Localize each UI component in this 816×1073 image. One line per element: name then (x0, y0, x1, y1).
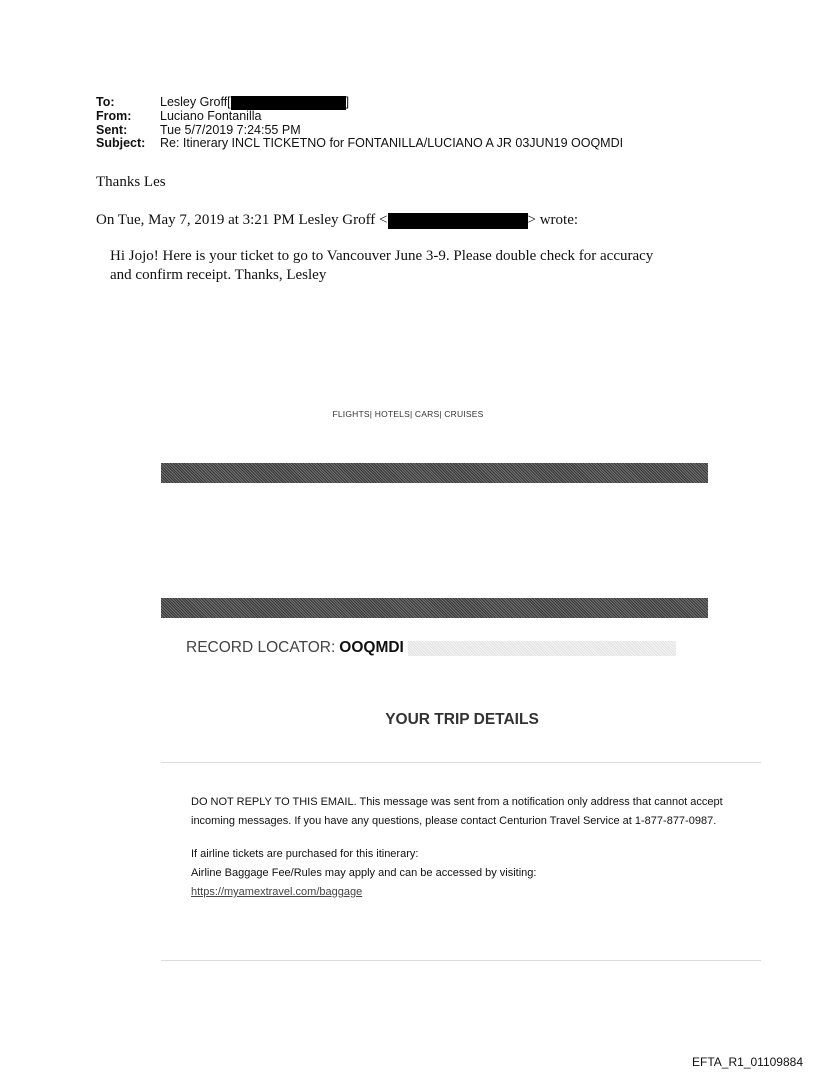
trip-details-heading: YOUR TRIP DETAILS (385, 711, 539, 728)
notice-text: DO NOT REPLY TO THIS EMAIL. This message was sent from a notification only address that cannot accept incoming messages. If you have any questions, please contact Centurion Travel Service at 1-877-877-0987. (191, 796, 723, 827)
to-close: ] (345, 95, 350, 109)
reply-text: Thanks Les (96, 174, 166, 190)
locator-shade (408, 641, 676, 656)
from-row (96, 110, 623, 124)
to-value: Lesley Groff[ (160, 95, 231, 109)
record-locator-label: RECORD LOCATOR: (186, 639, 336, 656)
email-header (96, 96, 623, 151)
quoted-line-2: and confirm receipt. Thanks, Lesley (110, 267, 327, 283)
quoted-message (110, 247, 653, 285)
travel-nav: FLIGHTS| HOTELS| CARS| CRUISES (332, 409, 484, 419)
sent-row (96, 124, 623, 138)
record-locator (186, 639, 676, 657)
sent-label: Sent: (96, 122, 128, 137)
quote-attribution (96, 212, 578, 229)
redaction-bar (388, 213, 528, 229)
divider (161, 960, 761, 961)
record-locator-value: OOQMDI (339, 639, 404, 656)
subject-label: Subject: (96, 136, 146, 150)
to-row (96, 96, 623, 110)
sent-value: Tue 5/7/2019 7:24:55 PM (160, 122, 301, 137)
subject-value: Re: Itinerary INCL TICKETNO for FONTANILLA/LUCIANO A JR 03JUN19 OOQMDI (160, 136, 624, 150)
divider (161, 762, 761, 763)
quote-suffix: > wrote: (527, 212, 579, 228)
redaction-bar (231, 96, 346, 110)
from-value: Luciano Fontanilla (160, 109, 262, 123)
document-id: EFTA_R1_01109884 (692, 1055, 803, 1069)
header-band (161, 463, 708, 483)
airline-line-1: If airline tickets are purchased for this itinerary: (191, 848, 419, 860)
baggage-link[interactable]: https://myamextravel.com/baggage (191, 886, 363, 898)
to-label: To: (96, 95, 115, 109)
banner-band (161, 598, 708, 618)
airline-line-2: Airline Baggage Fee/Rules may apply and can be accessed by visiting: (191, 867, 537, 879)
from-label: From: (96, 109, 132, 123)
quoted-line-1: Hi Jojo! Here is your ticket to go to Vancouver June 3-9. Please double check for accuracy (110, 248, 654, 264)
subject-row (96, 137, 623, 151)
notice-block (191, 793, 731, 902)
quote-prefix: On Tue, May 7, 2019 at 3:21 PM Lesley Groff < (96, 212, 388, 228)
